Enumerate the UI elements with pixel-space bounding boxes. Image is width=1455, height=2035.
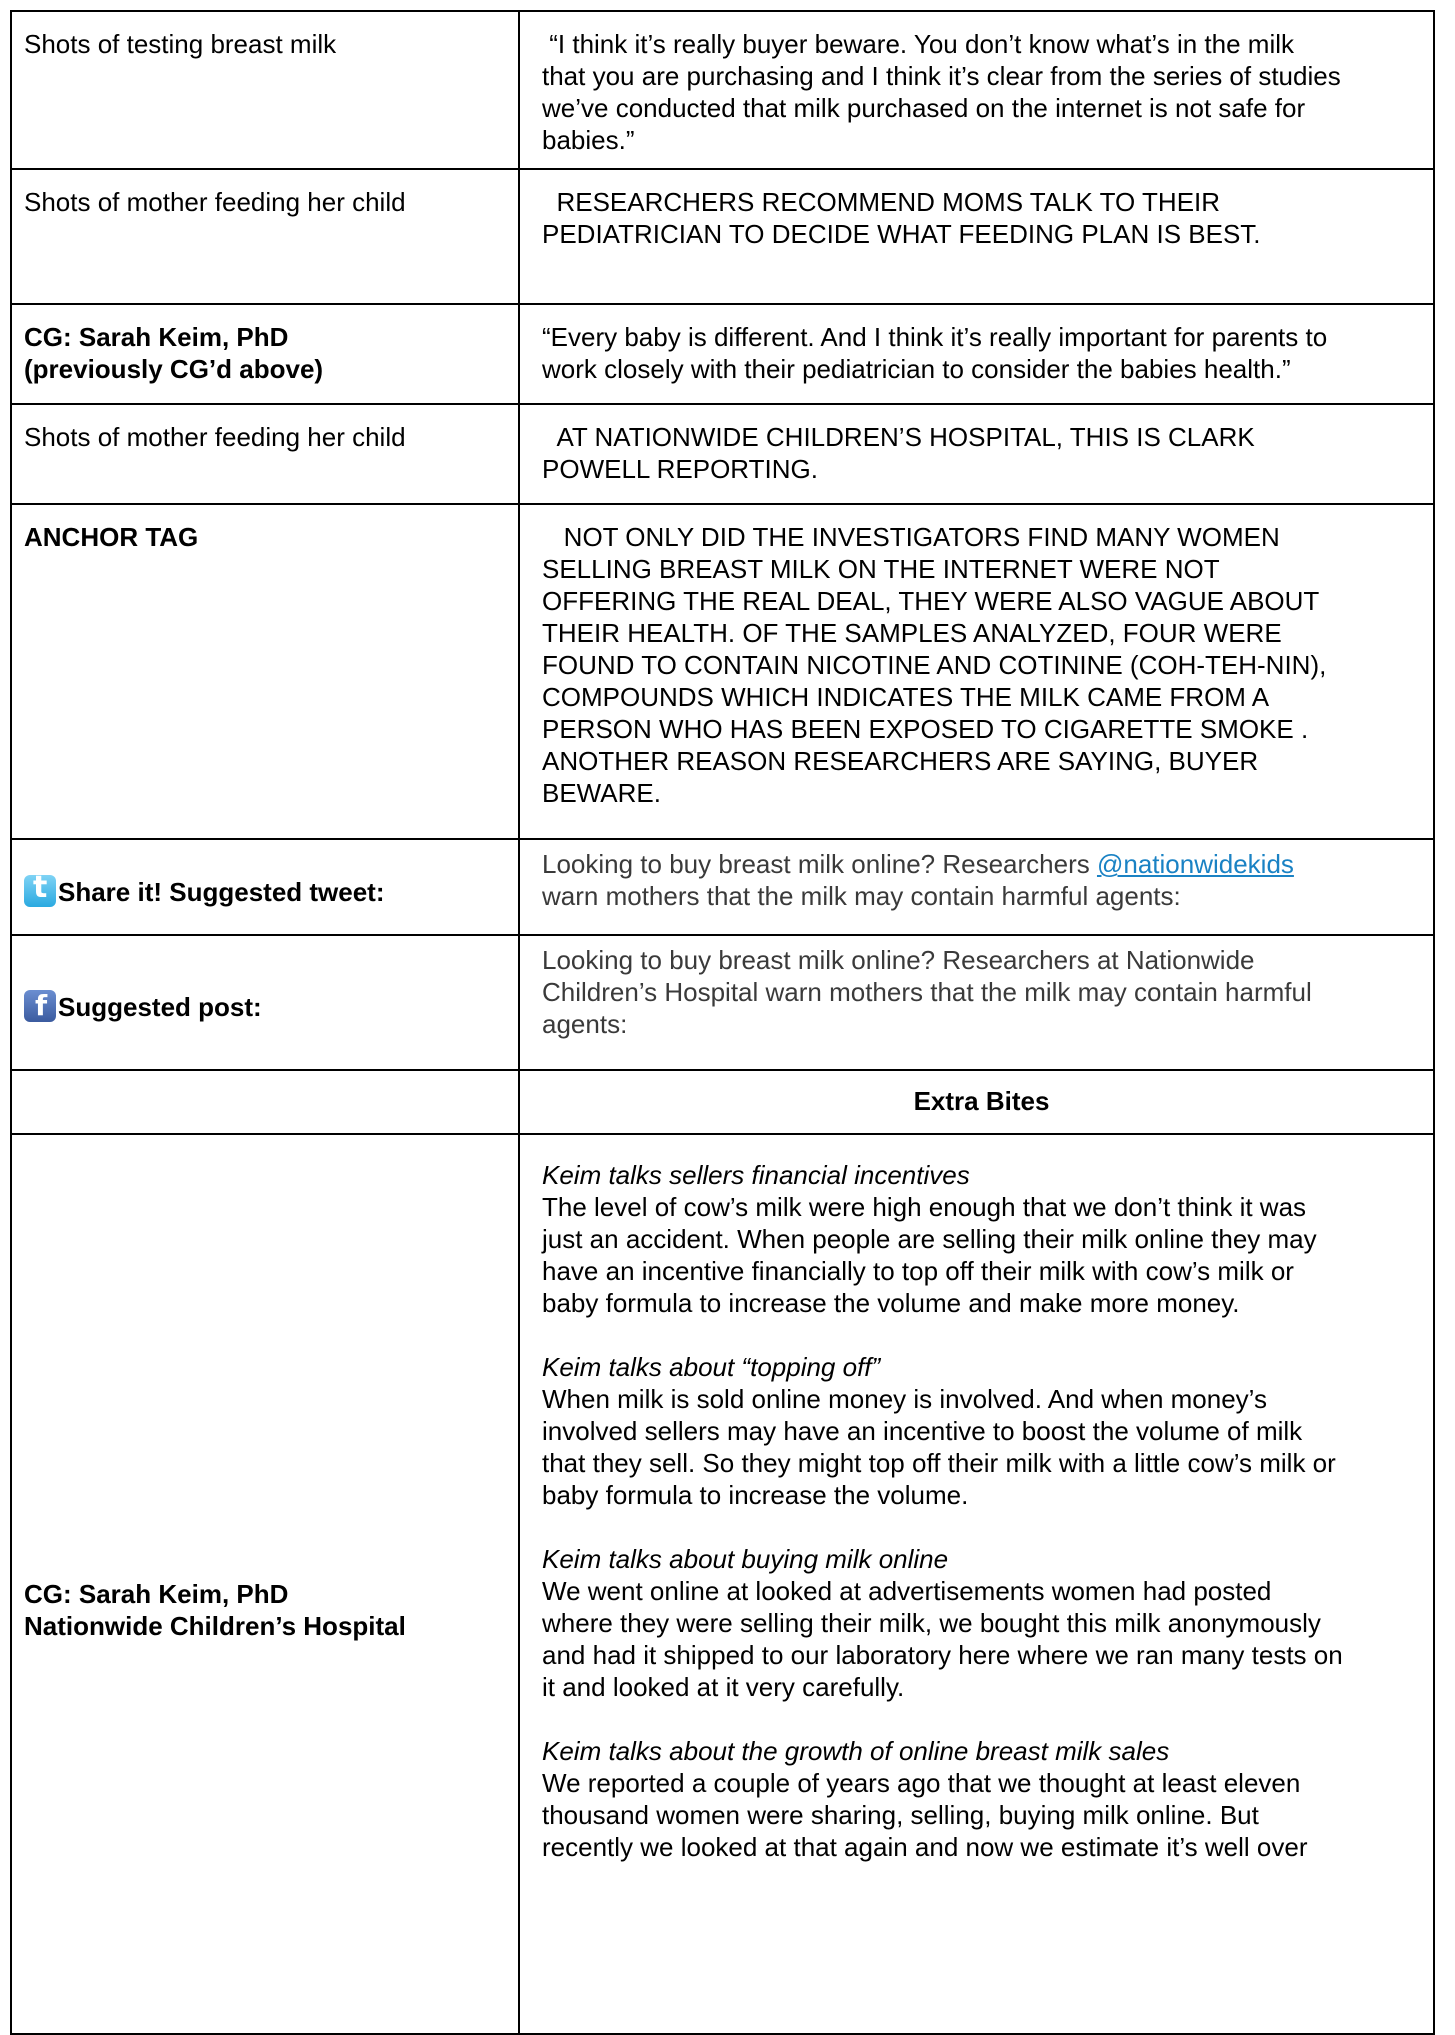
bite-line: When milk is sold online money is involved. And when money’s [542, 1384, 1267, 1414]
table-row [11, 504, 1434, 839]
audio-line: NOT ONLY DID THE INVESTIGATORS FIND MANY WOMEN [542, 522, 1280, 552]
audio-line: SELLING BREAST MILK ON THE INTERNET WERE NOT [542, 554, 1220, 584]
bite-line: just an accident. When people are selling their milk online they may [542, 1224, 1317, 1254]
audio-cell [519, 504, 1434, 839]
table-row [11, 404, 1434, 504]
audio-cell [519, 169, 1434, 304]
audio-line: we’ve conducted that milk purchased on the internet is not safe for [542, 93, 1306, 123]
video-cell [11, 1134, 519, 2034]
bite-heading: Keim talks about the growth of online breast milk sales [542, 1736, 1170, 1766]
video-cell [11, 404, 519, 504]
tweet-text-line2: warn mothers that the milk may contain harmful agents: [542, 881, 1181, 911]
tweet-text: Looking to buy breast milk online? Researchers [542, 849, 1097, 879]
audio-line: “Every baby is different. And I think it’s really important for parents to [542, 322, 1328, 352]
post-line: Looking to buy breast milk online? Researchers at Nationwide [542, 945, 1255, 975]
video-cell [11, 504, 519, 839]
video-cell [11, 304, 519, 404]
cg-affiliation: Nationwide Children’s Hospital [24, 1611, 406, 1641]
audio-cell [519, 404, 1434, 504]
audio-line: POWELL REPORTING. [542, 454, 818, 484]
extra-bites-cell [519, 1134, 1434, 2034]
video-description: Shots of testing breast milk [24, 29, 337, 59]
audio-line: BEWARE. [542, 778, 661, 808]
table-row [11, 304, 1434, 404]
video-cell [11, 1070, 519, 1134]
audio-cell [519, 11, 1434, 169]
bite-heading: Keim talks sellers financial incentives [542, 1160, 970, 1190]
table-row [11, 169, 1434, 304]
audio-line: RESEARCHERS RECOMMEND MOMS TALK TO THEIR [542, 187, 1221, 217]
audio-cell [519, 304, 1434, 404]
bite-line: We went online at looked at advertisements women had posted [542, 1576, 1272, 1606]
post-line: agents: [542, 1009, 628, 1039]
audio-line: “I think it’s really buyer beware. You don’t know what’s in the milk [542, 29, 1294, 59]
nationwidekids-link[interactable]: @nationwidekids [1096, 849, 1294, 879]
audio-line: FOUND TO CONTAIN NICOTINE AND COTININE (COH-TEH-NIN), [542, 650, 1327, 680]
video-description: Shots of mother feeding her child [24, 187, 406, 217]
bite-line: baby formula to increase the volume. [542, 1480, 969, 1510]
bite-heading: Keim talks about buying milk online [542, 1544, 949, 1574]
video-cell [11, 169, 519, 304]
table-row [11, 935, 1434, 1070]
audio-line: work closely with their pediatrician to consider the babies health.” [542, 354, 1291, 384]
bite-line: have an incentive financially to top off their milk with cow’s milk or [542, 1256, 1294, 1286]
bite-line: involved sellers may have an incentive to boost the volume of milk [542, 1416, 1303, 1446]
bite-line: baby formula to increase the volume and make more money. [542, 1288, 1240, 1318]
tweet-label: Share it! Suggested tweet: [58, 876, 385, 907]
video-cell [11, 839, 519, 935]
bite-line: We reported a couple of years ago that we thought at least eleven [542, 1768, 1301, 1798]
bite-line: thousand women were sharing, selling, buying milk online. But [542, 1800, 1259, 1830]
audio-cell [519, 935, 1434, 1070]
cg-name: CG: Sarah Keim, PhD [24, 1579, 289, 1609]
audio-line: AT NATIONWIDE CHILDREN’S HOSPITAL, THIS IS CLARK [542, 422, 1255, 452]
anchor-tag-label: ANCHOR TAG [24, 522, 199, 552]
section-title: Extra Bites [913, 1086, 1050, 1116]
audio-line: PEDIATRICIAN TO DECIDE WHAT FEEDING PLAN IS BEST. [542, 219, 1261, 249]
audio-line: that you are purchasing and I think it’s clear from the series of studies [542, 61, 1341, 91]
extra-bites-header [519, 1070, 1434, 1134]
video-cell [11, 11, 519, 169]
script-table [10, 10, 1435, 2035]
table-row [11, 1134, 1434, 2034]
bite-line: it and looked at it very carefully. [542, 1672, 905, 1702]
audio-line: THEIR HEALTH. OF THE SAMPLES ANALYZED, FOUR WERE [542, 618, 1282, 648]
cg-name: CG: Sarah Keim, PhD [24, 322, 289, 352]
table-row [11, 11, 1434, 169]
bite-line: recently we looked at that again and now we estimate it’s well over [542, 1832, 1308, 1862]
bite-line: and had it shipped to our laboratory here where we ran many tests on [542, 1640, 1343, 1670]
video-description: Shots of mother feeding her child [24, 422, 406, 452]
bite-line: where they were selling their milk, we bought this milk anonymously [542, 1608, 1321, 1638]
audio-line: COMPOUNDS WHICH INDICATES THE MILK CAME FROM A [542, 682, 1270, 712]
post-label: Suggested post: [58, 992, 262, 1022]
video-cell [11, 935, 519, 1070]
audio-line: OFFERING THE REAL DEAL, THEY WERE ALSO VAGUE ABOUT [542, 586, 1320, 616]
bite-heading: Keim talks about “topping off” [542, 1352, 881, 1382]
table-row [11, 839, 1434, 935]
audio-line: PERSON WHO HAS BEEN EXPOSED TO CIGARETTE SMOKE . [542, 714, 1309, 744]
audio-cell [519, 839, 1434, 935]
cg-note: (previously CG’d above) [24, 354, 324, 384]
facebook-icon [24, 990, 56, 1022]
bite-line: that they sell. So they might top off their milk with a little cow’s milk or [542, 1448, 1336, 1478]
audio-line: babies.” [542, 125, 635, 155]
bite-line: The level of cow’s milk were high enough that we don’t think it was [542, 1192, 1307, 1222]
table-row [11, 1070, 1434, 1134]
twitter-icon [24, 875, 56, 907]
audio-line: ANOTHER REASON RESEARCHERS ARE SAYING, BUYER [542, 746, 1259, 776]
post-line: Children’s Hospital warn mothers that the milk may contain harmful [542, 977, 1312, 1007]
